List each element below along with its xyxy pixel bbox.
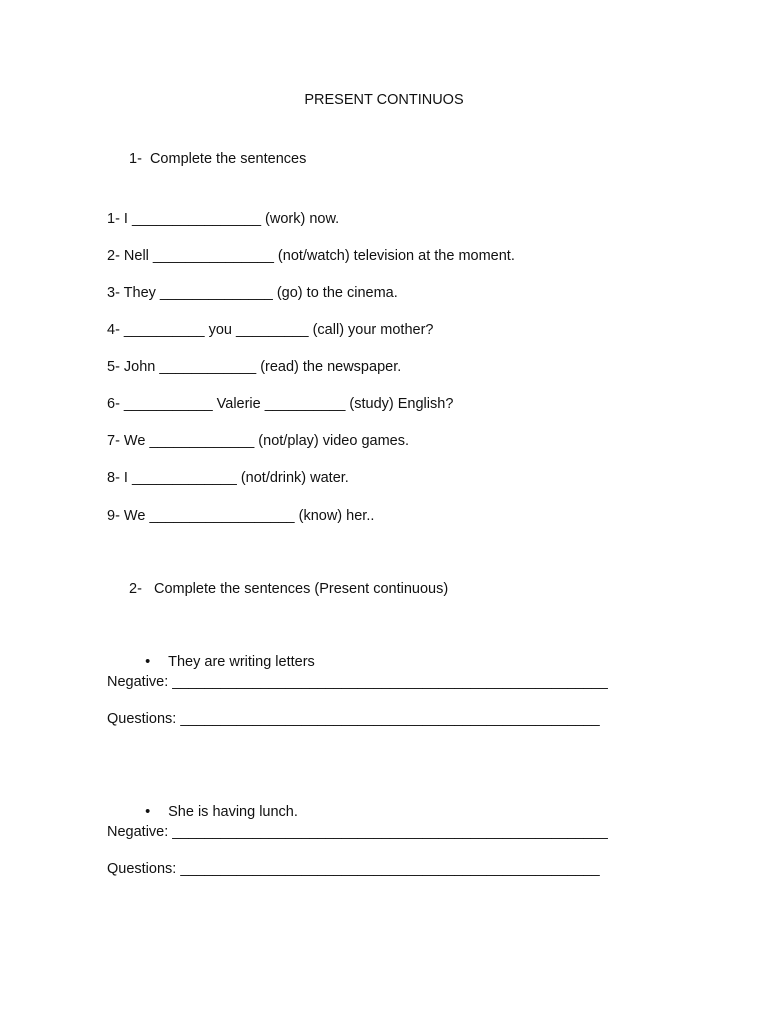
- question-line-1: Questions: ____________________________________________________: [107, 711, 600, 727]
- negative-line-2: Negative: ______________________________________________________: [107, 824, 608, 840]
- exercise-item-1: 1- I ________________ (work) now.: [107, 211, 340, 227]
- bullet-icon: •: [145, 654, 151, 670]
- bullet-sentence-text: They are writing letters: [168, 654, 315, 670]
- exercise-item-2: 2- Nell _______________ (not/watch) television at the moment.: [107, 248, 515, 264]
- bullet-icon: •: [145, 804, 151, 820]
- page-title: PRESENT CONTINUOS: [304, 92, 464, 108]
- exercise-item-3: 3- They ______________ (go) to the cinema.: [107, 285, 398, 301]
- section-1-heading: 1- Complete the sentences: [129, 151, 307, 167]
- exercise-item-8: 8- I _____________ (not/drink) water.: [107, 470, 349, 486]
- exercise-item-4: 4- __________ you _________ (call) your mother?: [107, 322, 434, 338]
- exercise-item-5: 5- John ____________ (read) the newspaper.: [107, 359, 402, 375]
- section-2-heading: 2- Complete the sentences (Present continuous): [129, 581, 449, 597]
- exercise-item-6: 6- ___________ Valerie __________ (study) English?: [107, 396, 454, 412]
- question-line-2: Questions: ____________________________________________________: [107, 861, 600, 877]
- negative-line-1: Negative: ______________________________________________________: [107, 674, 608, 690]
- bullet-sentence-text: She is having lunch.: [168, 804, 298, 820]
- exercise-item-7: 7- We _____________ (not/play) video games.: [107, 433, 410, 449]
- exercise-item-9: 9- We __________________ (know) her..: [107, 508, 375, 524]
